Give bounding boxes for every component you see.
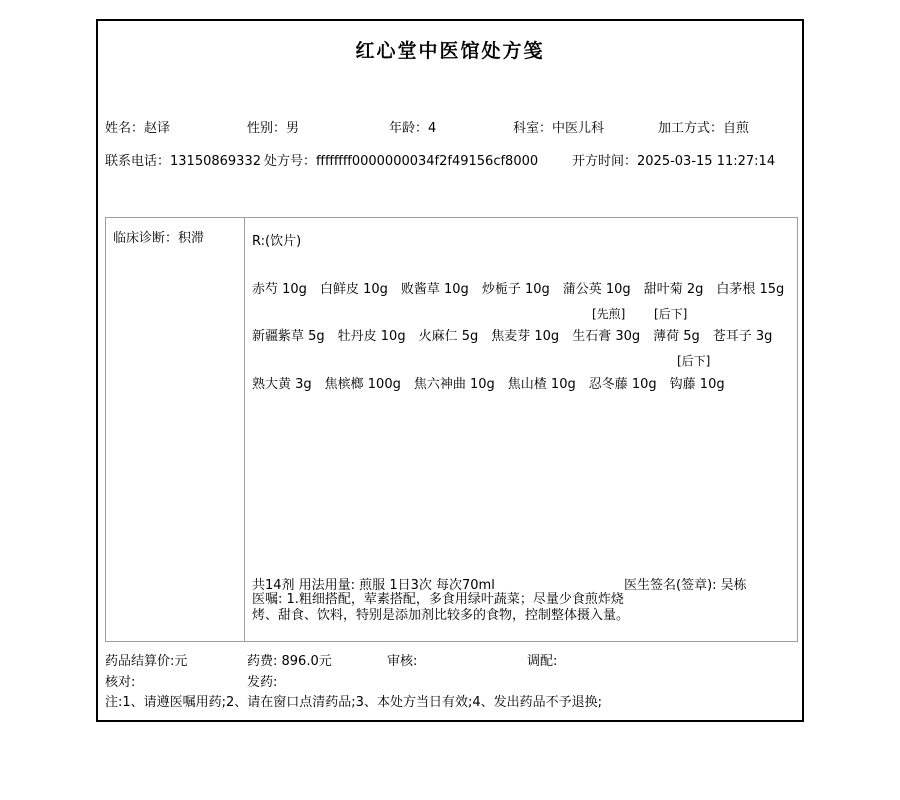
patient-gender-field [247, 117, 299, 136]
herb-item: 焦槟榔 100g [324, 377, 401, 392]
herb-item: 生石膏 30g [572, 329, 641, 344]
usage-row [252, 574, 797, 593]
check-field [105, 671, 135, 690]
dispense-field [247, 671, 277, 690]
dosage-usage-text: 共14剂 用法用量: 煎服 1日3次 每次70ml [252, 578, 495, 593]
herb-line-2 [252, 325, 772, 344]
patient-department-value: 中医儿科 [552, 121, 605, 136]
herb-item: 薄荷 5g [653, 329, 700, 344]
prescription-number-value: ffffffff0000000034f2f49156cf8000 [316, 154, 539, 169]
patient-name-value: 赵译 [144, 121, 171, 136]
patient-gender-label: 性别： [247, 121, 287, 136]
patient-department-label: 科室： [513, 121, 553, 136]
herb-line-1 [252, 278, 784, 297]
herb-item: 火麻仁 5g [418, 329, 479, 344]
processing-method-field [658, 117, 749, 136]
add-later-annotation: [后下] [677, 354, 711, 368]
processing-method-value: 自煎 [723, 121, 750, 136]
settlement-price-field [105, 650, 187, 669]
rx-column [246, 218, 797, 641]
review-label: 审核: [387, 654, 418, 669]
herb-item: 甜叶菊 2g [643, 282, 704, 297]
prescription-number-field [264, 150, 538, 169]
footer-note-text: 注:1、请遵医嘱用药;2、请在窗口点清药品;3、本处方当日有效;4、发出药品不予退换; [105, 695, 602, 710]
check-label: 核对: [105, 675, 136, 690]
patient-age-label: 年龄： [389, 121, 429, 136]
decoct-first-annotation: [先煎] [592, 307, 626, 321]
add-later-annotation: [后下] [654, 307, 688, 321]
medical-advice-text: 医嘱: 1.粗细搭配，荤素搭配，多食用绿叶蔬菜；尽量少食煎炸烧烤、甜食、饮料，特别是添加剂比较多的食物，控制整体摄入量。 [252, 592, 630, 623]
decoction-annotation-row-2 [246, 352, 797, 367]
doctor-signature-field [624, 574, 747, 593]
prescription-box [105, 217, 798, 642]
contact-phone-value: 13150869332 [170, 154, 261, 169]
herb-item: 败酱草 10g [400, 282, 469, 297]
review-field [387, 650, 417, 669]
patient-department-field [513, 117, 604, 136]
patient-name-label: 姓名： [105, 121, 145, 136]
herb-item: 忍冬藤 10g [588, 377, 657, 392]
dispense-label: 发药: [247, 675, 278, 690]
issue-time-label: 开方时间： [572, 154, 638, 169]
herb-item: 赤芍 10g [252, 282, 307, 297]
herb-item: 焦麦芽 10g [491, 329, 560, 344]
rx-header: R:(饮片) [252, 234, 302, 249]
issue-time-value: 2025-03-15 11:27:14 [637, 154, 776, 169]
herb-item: 钩藤 10g [669, 377, 725, 392]
patient-age-value: 4 [428, 121, 437, 136]
contact-phone-label: 联系电话： [105, 154, 171, 169]
decoction-annotation-row-1 [246, 305, 797, 320]
herb-item: 蒲公英 10g [562, 282, 631, 297]
page-title: 红心堂中医馆处方笺 [355, 40, 545, 62]
processing-method-label: 加工方式： [658, 121, 724, 136]
medicine-fee-label: 药费: [247, 654, 282, 669]
doctor-signature-label: 医生签名(签章): [624, 578, 721, 593]
herb-item: 苍耳子 3g [712, 329, 773, 344]
herb-line-3 [252, 373, 725, 392]
issue-time-field [572, 150, 775, 169]
herb-item: 焦六神曲 10g [413, 377, 495, 392]
contact-phone-field [105, 150, 261, 169]
diagnosis-column [106, 218, 245, 641]
herb-item: 炒栀子 10g [481, 282, 550, 297]
doctor-signature-value: 吴栋 [720, 578, 747, 593]
settlement-price-label: 药品结算价: [105, 654, 175, 669]
patient-age-field [389, 117, 436, 136]
herb-item: 新疆紫草 5g [252, 329, 325, 344]
herb-item: 牡丹皮 10g [337, 329, 406, 344]
prescription-page [96, 19, 804, 722]
herb-item: 白鲜皮 10g [319, 282, 388, 297]
diagnosis-label: 临床诊断： [113, 231, 179, 246]
prepare-field [527, 650, 557, 669]
herb-item: 焦山楂 10g [507, 377, 576, 392]
settlement-price-value: 元 [174, 654, 188, 669]
patient-gender-value: 男 [286, 121, 300, 136]
medicine-fee-field [247, 650, 332, 669]
prescription-number-label: 处方号： [264, 154, 317, 169]
herb-item: 白茅根 15g [716, 282, 785, 297]
herb-item: 熟大黄 3g [252, 377, 312, 392]
diagnosis-value: 积滞 [178, 231, 205, 246]
prepare-label: 调配: [527, 654, 558, 669]
medicine-fee-value: 896.0元 [281, 654, 332, 669]
patient-name-field [105, 117, 170, 136]
